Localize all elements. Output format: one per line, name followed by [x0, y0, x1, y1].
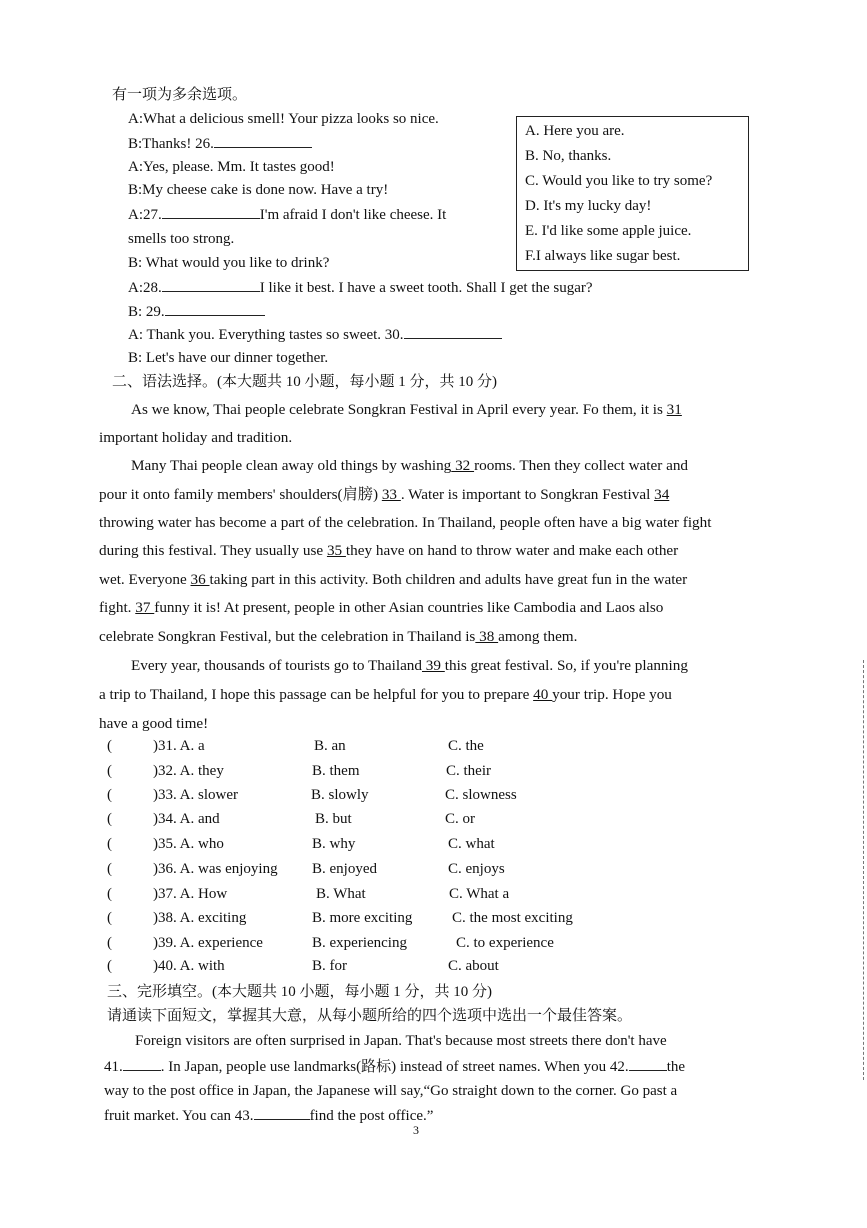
question-stem: )35. A. who	[153, 836, 224, 852]
answer-paren[interactable]: (	[107, 935, 112, 951]
dialogue-line: A:28. I like it best. I have a sweet tooth. Shall I get the sugar?	[128, 277, 593, 298]
answer-blank-30[interactable]	[404, 324, 502, 339]
cloze-line: fruit market. You can 43. find the post office.”	[104, 1105, 433, 1126]
answer-blank-27[interactable]	[162, 204, 260, 219]
option-b: B. What	[316, 886, 366, 902]
blank-32[interactable]: 32	[451, 457, 475, 474]
option-c: C. the	[448, 738, 484, 754]
question-stem: )31. A. a	[153, 738, 205, 754]
option-b: B. slowly	[311, 787, 369, 803]
option-e: E. I'd like some apple juice.	[525, 223, 692, 239]
dialogue-line: A:What a delicious smell! Your pizza looks so nice.	[128, 111, 439, 127]
question-stem: )34. A. and	[153, 811, 220, 827]
option-b: B. but	[315, 811, 352, 827]
answer-paren[interactable]: (	[107, 738, 112, 754]
cloze-line: Foreign visitors are often surprised in Japan. That's because most streets there don't have	[135, 1033, 667, 1049]
question-stem: )36. A. was enjoying	[153, 861, 278, 877]
passage-line: have a good time!	[99, 715, 209, 732]
blank-36[interactable]: 36	[190, 571, 210, 588]
option-c: C. or	[445, 811, 475, 827]
blank-41[interactable]	[123, 1056, 161, 1071]
question-stem: )32. A. they	[153, 763, 224, 779]
dialogue-line: B: What would you like to drink?	[128, 255, 330, 271]
dialogue-line: A:Yes, please. Mm. It tastes good!	[128, 159, 335, 175]
passage-line: wet. Everyone 36 taking part in this activity. Both children and adults have great fun in the water	[99, 571, 688, 588]
passage-line: Many Thai people clean away old things by washing 32 rooms. Then they collect water and	[131, 457, 689, 474]
dialogue-line: B:My cheese cake is done now. Have a try!	[128, 182, 389, 198]
blank-37[interactable]: 37	[135, 599, 155, 616]
blank-40[interactable]: 40	[533, 686, 553, 703]
answer-paren[interactable]: (	[107, 836, 112, 852]
option-b: B. them	[312, 763, 360, 779]
dialogue-line: A:27. I'm afraid I don't like cheese. It	[128, 204, 446, 225]
option-f: F.I always like sugar best.	[525, 248, 681, 264]
option-c: C. the most exciting	[452, 910, 573, 926]
answer-blank-29[interactable]	[165, 301, 265, 316]
section1-intro: 有一项为多余选项。	[112, 87, 248, 103]
blank-35[interactable]: 35	[326, 542, 346, 559]
passage-line: fight. 37 funny it is! At present, people in other Asian countries like Cambodia and Laos also	[99, 599, 664, 616]
question-stem: )37. A. How	[153, 886, 228, 902]
passage-line: a trip to Thailand, I hope this passage can be helpful for you to prepare 40 your trip. Hope you	[99, 686, 672, 703]
answer-paren[interactable]: (	[107, 886, 112, 902]
options-box	[516, 116, 749, 271]
answer-paren[interactable]: (	[107, 787, 112, 803]
passage-line: throwing water has become a part of the celebration. In Thailand, people often have a big water fight	[99, 514, 712, 531]
dialogue-line: B: Let's have our dinner together.	[128, 350, 329, 366]
section3-instruction: 请通读下面短文，掌握其大意，从每小题所给的四个选项中选出一个最佳答案。	[107, 1008, 633, 1024]
dialogue-line: A: Thank you. Everything tastes so sweet. 30.	[128, 324, 502, 345]
blank-38[interactable]: 38	[475, 628, 499, 645]
blank-42[interactable]	[629, 1056, 667, 1071]
answer-paren[interactable]: (	[107, 910, 112, 926]
option-d: D. It's my lucky day!	[525, 198, 652, 214]
option-b: B. enjoyed	[312, 861, 377, 877]
option-b: B. No, thanks.	[525, 148, 612, 164]
blank-31[interactable]: 31	[666, 401, 682, 418]
cloze-line: way to the post office in Japan, the Japanese will say,“Go straight down to the corner. Go past a	[104, 1083, 678, 1099]
option-c: C. about	[448, 958, 499, 974]
answer-paren[interactable]: (	[107, 958, 112, 974]
answer-blank-26[interactable]	[214, 133, 312, 148]
option-c: C. enjoys	[448, 861, 505, 877]
passage-line: important holiday and tradition.	[99, 429, 293, 446]
dialogue-line: B: 29.	[128, 301, 265, 322]
option-c: C. what	[448, 836, 495, 852]
passage-line: As we know, Thai people celebrate Songkran Festival in April every year. Fo them, it is 31	[131, 401, 682, 418]
blank-43[interactable]	[254, 1105, 310, 1120]
option-a: A. Here you are.	[525, 123, 625, 139]
section2-heading: 二、语法选择。(本大题共 10 小题，每小题 1 分，共 10 分)	[112, 374, 497, 390]
option-b: B. more exciting	[312, 910, 413, 926]
binding-edge-divider	[863, 660, 867, 1080]
dialogue-line: B:Thanks! 26.	[128, 133, 312, 154]
option-b: B. for	[312, 958, 347, 974]
answer-blank-28[interactable]	[162, 277, 260, 292]
question-stem: )38. A. exciting	[153, 910, 247, 926]
question-stem: )33. A. slower	[153, 787, 238, 803]
question-stem: )40. A. with	[153, 958, 225, 974]
question-stem: )39. A. experience	[153, 935, 263, 951]
option-c: C. Would you like to try some?	[525, 173, 713, 189]
passage-line: during this festival. They usually use 35 they have on hand to throw water and make each other	[99, 542, 679, 559]
section3-heading: 三、完形填空。(本大题共 10 小题，每小题 1 分，共 10 分)	[107, 984, 492, 1000]
answer-paren[interactable]: (	[107, 763, 112, 779]
answer-paren[interactable]: (	[107, 811, 112, 827]
option-c: C. What a	[449, 886, 510, 902]
dialogue-line: smells too strong.	[128, 231, 235, 247]
blank-33[interactable]: 33	[381, 486, 401, 503]
option-b: B. an	[314, 738, 346, 754]
blank-34[interactable]: 34	[654, 486, 670, 503]
passage-line: celebrate Songkran Festival, but the celebration in Thailand is 38 among them.	[99, 628, 578, 645]
blank-39[interactable]: 39	[422, 657, 445, 674]
option-c: C. their	[446, 763, 491, 779]
option-b: B. experiencing	[312, 935, 407, 951]
answer-paren[interactable]: (	[107, 861, 112, 877]
option-c: C. to experience	[456, 935, 554, 951]
option-c: C. slowness	[445, 787, 517, 803]
cloze-line: 41. . In Japan, people use landmarks(路标) instead of street names. When you 42. the	[104, 1056, 685, 1077]
passage-line: Every year, thousands of tourists go to Thailand 39 this great festival. So, if you're planning	[131, 657, 688, 674]
option-b: B. why	[312, 836, 356, 852]
page-number: 3	[413, 1123, 419, 1137]
passage-line: pour it onto family members' shoulders(肩膀) 33 . Water is important to Songkran Festival 34	[99, 486, 670, 503]
